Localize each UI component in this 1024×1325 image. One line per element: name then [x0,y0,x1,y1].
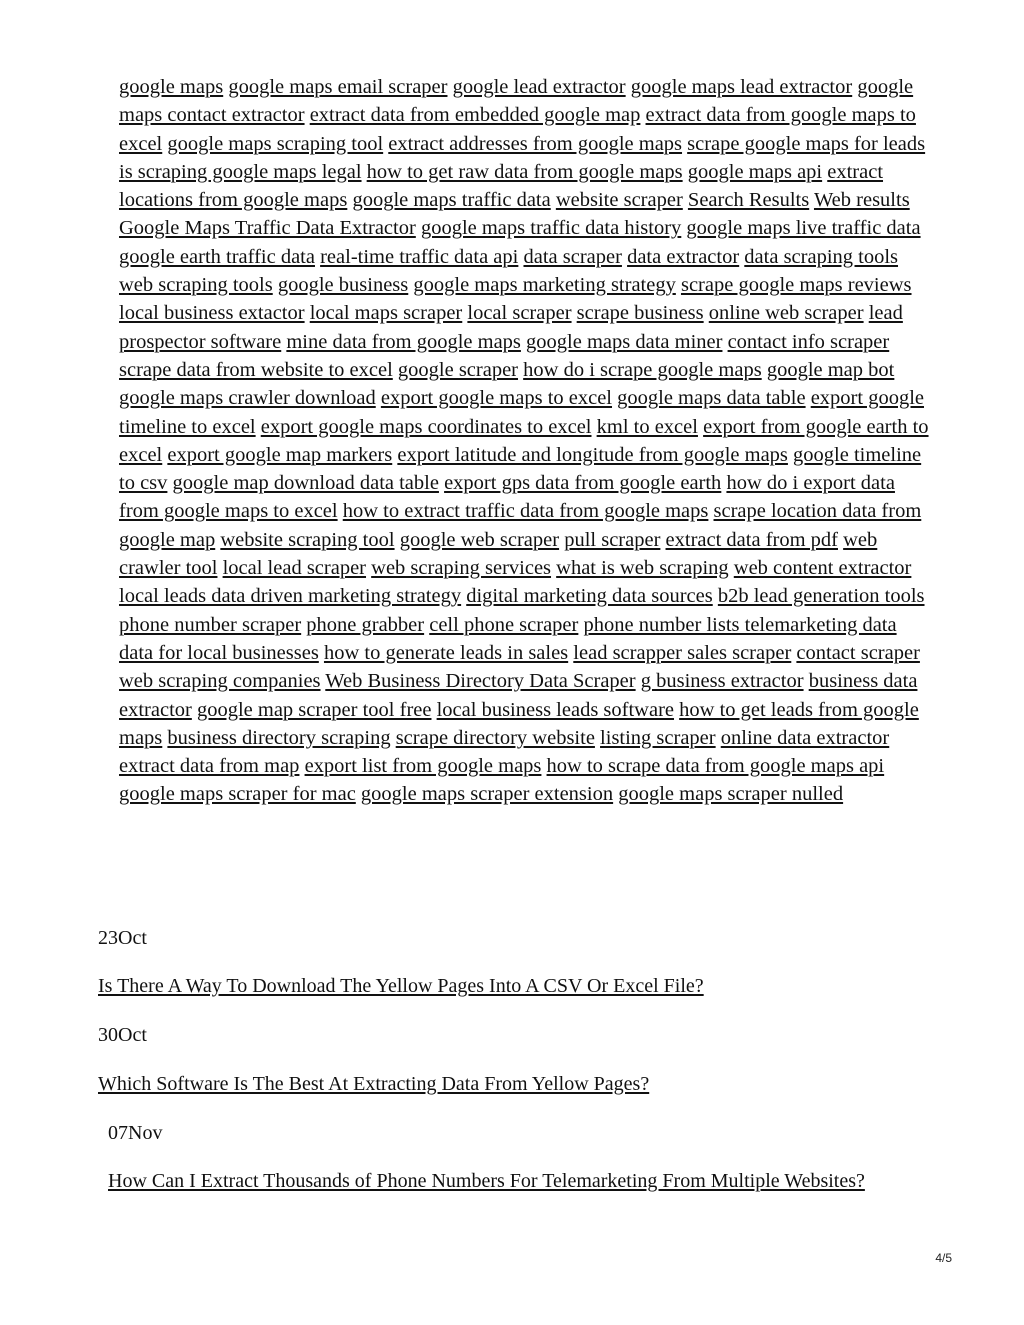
tag-link[interactable]: google lead extractor [452,76,626,98]
tag-link[interactable]: data scraping tools [744,245,899,268]
tag-link[interactable]: google map download data table [172,472,439,495]
tag-link[interactable]: scrape business [576,302,704,325]
tag-link[interactable]: google map bot [766,358,895,381]
tag-link[interactable]: google maps traffic data history [420,217,682,240]
tag-link[interactable]: what is web scraping [556,557,729,580]
tag-link[interactable]: extract data from embedded google map [309,104,641,127]
tag-link[interactable]: extract data from pdf [665,528,838,551]
tag-link[interactable]: listing scraper [600,726,716,749]
tag-link[interactable]: how to get leads from google maps [119,698,919,749]
tag-link[interactable]: google maps scraping tool [167,132,384,155]
tag-link[interactable]: g business extractor [640,670,804,693]
tag-link[interactable]: google maps traffic data [352,189,551,212]
tag-link[interactable]: how to scrape data from google maps api [546,755,885,778]
tag-link[interactable]: data extractor [627,245,740,268]
post-date: 07Nov [108,1122,163,1144]
tag-link[interactable]: digital marketing data sources [466,585,713,608]
tag-link[interactable]: is scraping google maps legal [119,160,362,183]
tag-link[interactable]: how to extract traffic data from google maps [342,500,709,523]
tag-link[interactable]: google maps [119,76,224,98]
tag-link[interactable]: local lead scraper [222,557,367,580]
tag-link[interactable]: export list from google maps [304,755,542,778]
tag-link[interactable]: local maps scraper [309,302,463,325]
tag-link[interactable]: extract locations from google maps [119,160,884,212]
tag-link[interactable]: export from google earth to excel [119,415,929,466]
tag-link[interactable]: website scraping tool [220,528,395,551]
tag-link[interactable]: how to get raw data from google maps [366,160,683,183]
tag-link[interactable]: web crawler tool [119,528,878,580]
tag-link[interactable]: extract data from google maps to excel [119,104,916,155]
tag-link[interactable]: google maps email scraper [228,76,448,98]
tag-link[interactable]: cell phone scraper [429,613,579,636]
tag-link[interactable]: Web Business Directory Data Scraper [325,670,636,693]
tag-link[interactable]: phone number lists telemarketing data [583,613,897,636]
post-date: 30Oct [98,1024,147,1046]
tag-link[interactable]: google maps contact extractor [119,76,914,127]
post-title-link[interactable]: Is There A Way To Download The Yellow Pages Into A CSV Or Excel File? [98,975,704,997]
tag-link[interactable]: lead scrapper sales scraper [573,641,792,664]
tag-link[interactable]: scrape data from website to excel [119,358,393,381]
tag-link[interactable]: google maps api [687,160,823,183]
tag-link[interactable]: google timeline to csv [119,443,922,495]
tag-link[interactable]: export gps data from google earth [444,472,722,495]
tag-link[interactable]: web scraping tools [119,274,273,297]
tag-link[interactable]: pull scraper [564,528,661,551]
tag-link[interactable]: google maps data miner [526,330,723,353]
tag-link[interactable]: google maps lead extractor [630,76,853,98]
tag-link[interactable]: contact scraper [796,641,920,664]
tag-link[interactable]: kml to excel [596,415,698,438]
tag-link[interactable]: scrape directory website [395,726,595,749]
tag-link[interactable]: google maps scraper nulled [618,783,844,806]
tag-link[interactable]: google maps data table [617,387,806,410]
tag-link[interactable]: google map scraper tool free [196,698,432,721]
tag-link[interactable]: data for local businesses [119,641,319,664]
tag-link[interactable]: extract addresses from google maps [388,132,683,155]
tag-link[interactable]: website scraper [555,189,683,212]
tag-link[interactable]: google web scraper [399,528,560,551]
tag-link[interactable]: export google map markers [167,443,393,466]
tag-link[interactable]: real-time traffic data api [320,245,519,268]
tag-link[interactable]: google maps marketing strategy [413,274,676,297]
tag-link[interactable]: google maps live traffic data [686,217,921,240]
page-number: 4/5 [935,1251,952,1265]
tag-link[interactable]: data scraper [523,245,622,268]
tag-link[interactable]: google business [277,274,409,297]
tag-link[interactable]: local scraper [467,302,572,325]
tag-link[interactable]: local business extactor [119,302,305,325]
tag-link[interactable]: google scraper [397,358,519,381]
tag-link[interactable]: google maps scraper for mac [119,783,356,806]
tag-link[interactable]: b2b lead generation tools [717,585,925,608]
tag-link[interactable]: lead prospector software [119,302,903,353]
tag-link[interactable]: business data extractor [119,670,918,721]
tag-link[interactable]: how to generate leads in sales [323,641,569,664]
tag-link[interactable]: extract data from map [119,755,300,778]
tag-link[interactable]: google maps scraper extension [360,783,614,806]
tag-link[interactable]: web content extractor [733,557,912,580]
tag-link[interactable]: scrape location data from google map [119,500,922,551]
tag-link[interactable]: how do i export data from google maps to excel [119,472,895,523]
tag-link[interactable]: local leads data driven marketing strategy [119,585,462,608]
tag-link[interactable]: business directory scraping [167,726,391,749]
tag-link[interactable]: Google Maps Traffic Data Extractor [119,217,416,240]
tag-link[interactable]: web scraping services [371,557,552,580]
tag-link[interactable]: Search Results [687,189,810,212]
tag-link[interactable]: online web scraper [708,302,864,325]
tag-link[interactable]: google earth traffic data [119,245,315,268]
tag-link[interactable]: export latitude and longitude from google maps [397,443,788,466]
tag-link[interactable]: export google timeline to excel [119,387,924,438]
post-date: 23Oct [98,927,147,949]
tag-link[interactable]: local business leads software [436,698,675,721]
tag-link[interactable]: export google maps coordinates to excel [260,415,592,438]
tag-link[interactable]: how do i scrape google maps [523,358,762,381]
tag-cloud [119,73,931,809]
tag-link[interactable]: phone number scraper [119,613,302,636]
tag-link[interactable]: phone grabber [306,613,425,636]
tag-link[interactable]: scrape google maps reviews [680,274,912,297]
post-title-link[interactable]: Which Software Is The Best At Extracting Data From Yellow Pages? [98,1073,650,1095]
tag-link[interactable]: online data extractor [720,726,890,749]
tag-link[interactable]: contact info scraper [727,330,890,353]
tag-link[interactable]: mine data from google maps [286,330,521,353]
tag-link[interactable]: google maps crawler download [119,387,376,410]
tag-link[interactable]: scrape google maps for leads [687,132,926,155]
tag-link[interactable]: web scraping companies [119,670,321,693]
tag-link[interactable]: export google maps to excel [380,387,613,410]
post-title-link[interactable]: How Can I Extract Thousands of Phone Numbers For Telemarketing From Multiple Websites? [108,1170,865,1192]
tag-link[interactable]: Web results [813,189,910,212]
